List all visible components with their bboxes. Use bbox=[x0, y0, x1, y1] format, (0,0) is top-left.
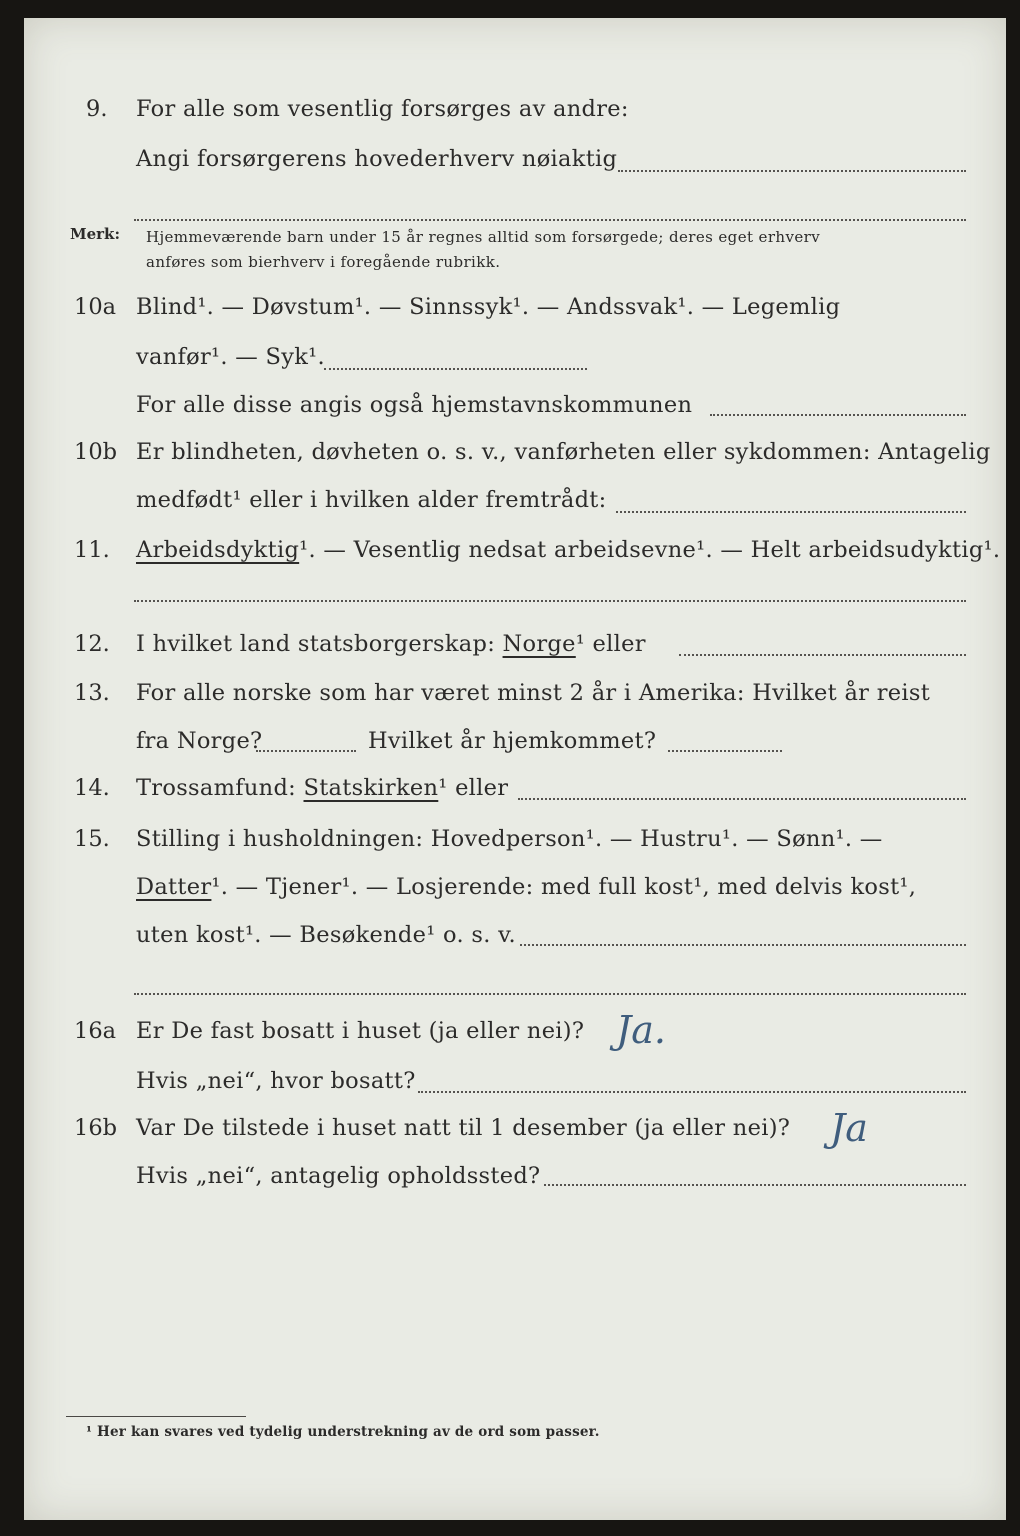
q11-answer-line[interactable] bbox=[134, 600, 966, 602]
q12-number: 12. bbox=[74, 631, 110, 657]
merk-text-line2: anføres som bierhverv i foregående rubrikk. bbox=[146, 253, 501, 271]
footnote-text: ¹ Her kan svares ved tydelig understrekning av de ord som passer. bbox=[86, 1424, 600, 1440]
q14-text bbox=[136, 775, 508, 801]
q10b-text-line1: Er blindheten, døvheten o. s. v., vanførheten eller sykdommen: Antagelig bbox=[136, 439, 991, 465]
q13-hjemkommet-answer-line[interactable] bbox=[668, 750, 782, 752]
q15-answer-line-2[interactable] bbox=[134, 993, 966, 995]
q12-text-before: I hvilket land statsborgerskap: bbox=[136, 631, 496, 657]
census-form-page bbox=[24, 18, 1006, 1520]
q12-answer-line[interactable] bbox=[679, 654, 966, 656]
q15-datter-underlined: Datter bbox=[136, 874, 212, 900]
q11-arbeidsdyktig-underlined: Arbeidsdyktig bbox=[136, 537, 300, 563]
q11-number: 11. bbox=[74, 537, 110, 563]
q16a-text-line2: Hvis „nei“, hvor bosatt? bbox=[136, 1068, 416, 1094]
q10a-text-line3: For alle disse angis også hjemstavnskommunen bbox=[136, 392, 693, 418]
q14-text-after: ¹ eller bbox=[438, 775, 509, 801]
q15-text-line2-rest: ¹. — Tjener¹. — Losjerende: med full kost¹, med delvis kost¹, bbox=[211, 874, 917, 900]
q15-text-line3: uten kost¹. — Besøkende¹ o. s. v. bbox=[136, 922, 516, 948]
q14-statskirken-underlined: Statskirken bbox=[303, 775, 439, 801]
q10a-answer-line[interactable] bbox=[324, 368, 587, 370]
q15-text-line2 bbox=[136, 874, 916, 900]
q16b-text-line1: Var De tilstede i huset natt til 1 desember (ja eller nei)? bbox=[136, 1115, 791, 1141]
q16b-answer-line[interactable] bbox=[544, 1184, 966, 1186]
q16a-handwritten-answer: Ja. bbox=[616, 1008, 666, 1052]
q10b-answer-line[interactable] bbox=[616, 511, 966, 513]
merk-label: Merk: bbox=[70, 225, 120, 243]
q9-number: 9. bbox=[86, 96, 108, 122]
q13-text-line2a: fra Norge? bbox=[136, 728, 263, 754]
q16a-number: 16a bbox=[74, 1018, 117, 1044]
q16a-answer-line[interactable] bbox=[418, 1091, 966, 1093]
q10a-number: 10a bbox=[74, 294, 117, 320]
q16a-text-line1: Er De fast bosatt i huset (ja eller nei)? bbox=[136, 1018, 585, 1044]
q13-number: 13. bbox=[74, 680, 110, 706]
footnote-rule bbox=[66, 1416, 246, 1417]
q15-text-line1: Stilling i husholdningen: Hovedperson¹. — Hustru¹. — Sønn¹. — bbox=[136, 826, 883, 852]
q10a-text-line1: Blind¹. — Døvstum¹. — Sinnssyk¹. — Andssvak¹. — Legemlig bbox=[136, 294, 841, 320]
q13-text-line2b: Hvilket år hjemkommet? bbox=[368, 728, 657, 754]
q11-text-rest: ¹. — Vesentlig nedsat arbeidsevne¹. — Helt arbeidsudyktig¹. bbox=[299, 537, 1001, 563]
q14-answer-line[interactable] bbox=[518, 798, 966, 800]
q9-text-line2: Angi forsørgerens hovederhverv nøiaktig bbox=[136, 146, 618, 172]
q14-text-before: Trossamfund: bbox=[136, 775, 297, 801]
q10b-text-line2: medfødt¹ eller i hvilken alder fremtrådt: bbox=[136, 487, 607, 513]
q15-answer-line[interactable] bbox=[520, 944, 966, 946]
q10a-hjemstavn-line[interactable] bbox=[710, 414, 966, 416]
q12-norge-underlined: Norge bbox=[502, 631, 576, 657]
q12-text bbox=[136, 631, 646, 657]
q16b-handwritten-answer: Ja bbox=[830, 1106, 868, 1150]
q12-text-after: ¹ eller bbox=[575, 631, 646, 657]
q9-text-line1: For alle som vesentlig forsørges av andre: bbox=[136, 96, 629, 122]
q10b-number: 10b bbox=[74, 439, 118, 465]
q9-answer-line[interactable] bbox=[618, 170, 966, 172]
q15-number: 15. bbox=[74, 826, 110, 852]
merk-text-line1: Hjemmeværende barn under 15 år regnes alltid som forsørgede; deres eget erhverv bbox=[146, 228, 821, 246]
q13-text-line1: For alle norske som har været minst 2 år i Amerika: Hvilket år reist bbox=[136, 680, 931, 706]
q10a-text-line2: vanfør¹. — Syk¹. bbox=[136, 344, 325, 370]
q16b-text-line2: Hvis „nei“, antagelig opholdssted? bbox=[136, 1163, 541, 1189]
q16b-number: 16b bbox=[74, 1115, 118, 1141]
q14-number: 14. bbox=[74, 775, 110, 801]
q13-reist-answer-line[interactable] bbox=[256, 750, 356, 752]
q11-text bbox=[136, 537, 1000, 563]
q9-answer-line-2[interactable] bbox=[134, 219, 966, 221]
